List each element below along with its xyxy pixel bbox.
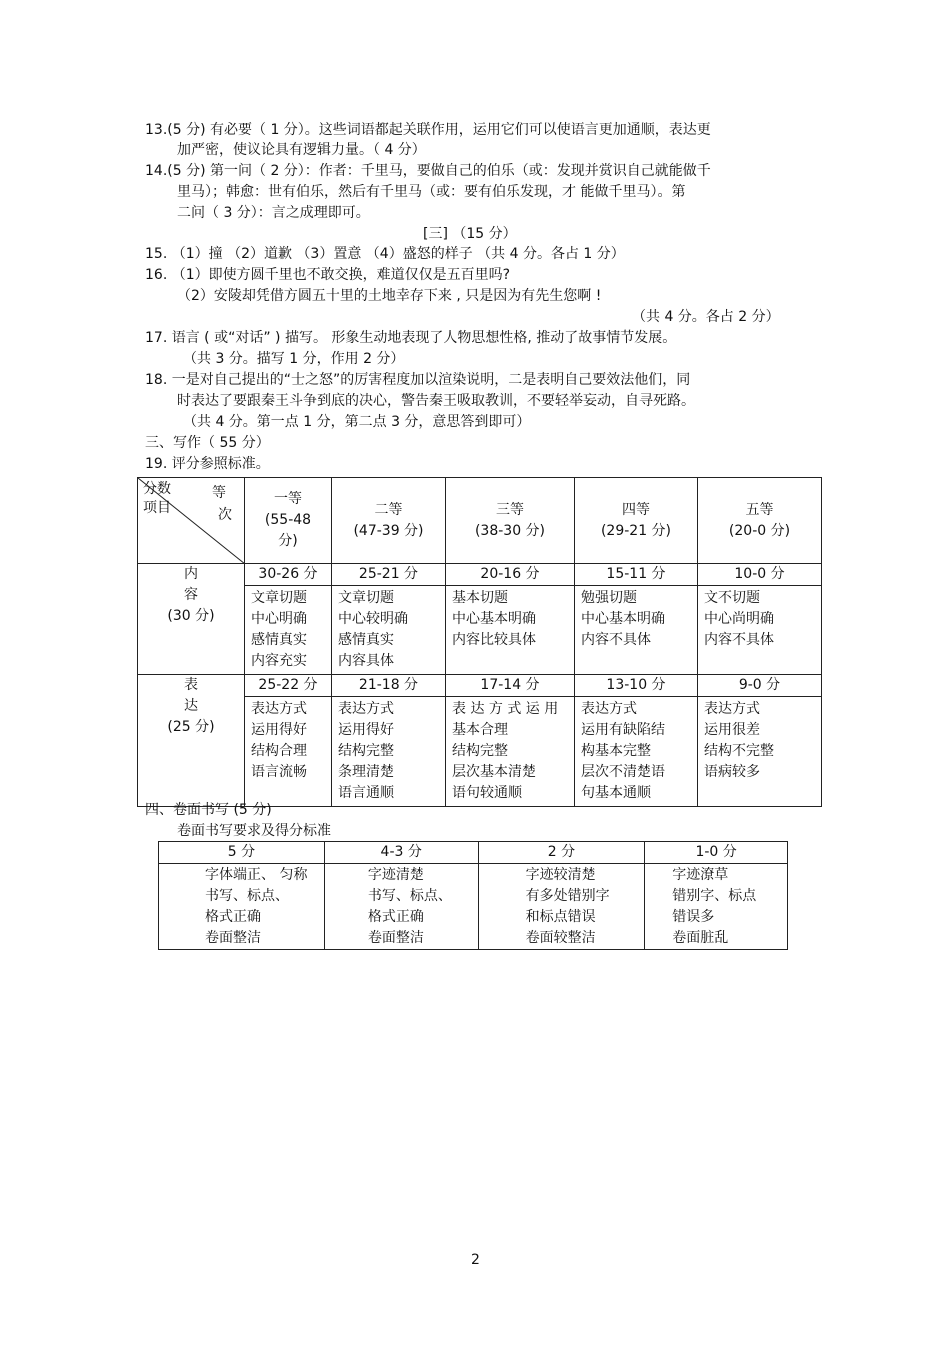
writing-title: 三、写作（ 55 分） <box>145 435 270 451</box>
desc-line: 运用很差 <box>704 722 760 738</box>
grade-1-header <box>245 478 332 564</box>
desc-line: 卷面较整洁 <box>525 930 596 946</box>
grade-name: 二等 <box>374 501 403 518</box>
page-number: 2 <box>471 1252 480 1268</box>
desc-line: 卷面整洁 <box>367 930 424 946</box>
content-label-cell <box>138 564 245 675</box>
desc-line: 结构不完整 <box>704 743 774 759</box>
desc-line: 表达方式 <box>704 701 760 717</box>
grading-table <box>137 477 822 807</box>
content-desc-cell <box>245 586 332 675</box>
content-score: 25-21 分 <box>332 564 446 586</box>
grade-range: (38-30 分) <box>474 522 546 539</box>
q18-line1: 18. 一是对自己提出的“士之怒”的厉害程度加以渲染说明，二是表明自己要效法他们，同 <box>145 372 691 388</box>
content-label-1: 内 <box>184 566 198 582</box>
handwriting-header: 4-3 分 <box>324 842 478 864</box>
handwriting-header: 2 分 <box>478 842 645 864</box>
content-desc-cell <box>446 586 575 675</box>
grade-header-row <box>138 478 822 564</box>
desc-line: 结构完整 <box>338 743 394 759</box>
handwriting-desc-cell <box>324 864 478 950</box>
desc-line: 中心基本明确 <box>581 611 665 627</box>
desc-line: 结构合理 <box>251 743 307 759</box>
grade-range-unit: 分) <box>278 533 298 549</box>
desc-line: 基本合理 <box>452 722 508 738</box>
q16-line1: 16. （1）即使方圆千里也不敢交换，难道仅仅是五百里吗? <box>145 267 511 283</box>
desc-line: 和标点错误 <box>525 909 596 925</box>
expression-label-3: (25 分) <box>167 719 215 735</box>
grade-name: 一等 <box>274 491 302 507</box>
desc-line: 文章切题 <box>338 590 394 606</box>
q13-line1: 13.(5 分) 有必要（ 1 分）。这些词语都起关联作用，运用它们可以使语言更加通顺，表达更 <box>145 122 711 138</box>
grade-range: (55-48 <box>264 512 312 528</box>
expression-desc-cell <box>245 697 332 807</box>
q14-line1: 14.(5 分) 第一问（ 2 分）：作者：千里马，要做自己的伯乐（或：发现并赏识自己就能做千 <box>145 163 711 179</box>
desc-line: 句基本通顺 <box>581 785 651 801</box>
desc-line: 内容充实 <box>251 653 307 669</box>
desc-line: 条理清楚 <box>338 764 394 780</box>
expression-label-1: 表 <box>184 677 198 693</box>
expression-label-cell <box>138 675 245 807</box>
handwriting-header-row <box>159 842 788 864</box>
desc-line: 勉强切题 <box>581 590 637 606</box>
desc-line: 运用得好 <box>338 722 394 738</box>
expression-desc-cell <box>332 697 446 807</box>
desc-line: 中心较明确 <box>338 611 408 627</box>
desc-line: 表 达 方 式 运 用 <box>452 701 559 717</box>
desc-line: 语病较多 <box>704 764 760 780</box>
handwriting-desc-row <box>159 864 788 950</box>
handwriting-desc-cell <box>478 864 645 950</box>
content-desc-cell <box>575 586 698 675</box>
q14-line3: 二问（ 3 分）：言之成理即可。 <box>177 205 370 221</box>
desc-line: 基本切题 <box>452 590 508 606</box>
q14-line2: 里马）；韩愈：世有伯乐，然后有千里马（或：要有伯乐发现，才 能做千里马）。第 <box>177 184 686 200</box>
expression-score: 9-0 分 <box>698 675 822 697</box>
content-label-2: 容 <box>184 587 198 603</box>
handwriting-header: 5 分 <box>159 842 325 864</box>
expression-desc-cell <box>575 697 698 807</box>
content-score: 20-16 分 <box>446 564 575 586</box>
desc-line: 表达方式 <box>581 701 637 717</box>
desc-line: 卷面整洁 <box>205 930 261 946</box>
content-score: 10-0 分 <box>698 564 822 586</box>
q17-line1: 17. 语言 ( 或“对话” ) 描写。 形象生动地表现了人物思想性格, 推动了故事情节发展。 <box>145 330 677 346</box>
desc-line: 内容具体 <box>338 653 394 669</box>
expression-label-2: 达 <box>184 698 198 714</box>
desc-line: 感情真实 <box>251 632 307 648</box>
content-score: 30-26 分 <box>245 564 332 586</box>
content-desc-cell <box>698 586 822 675</box>
desc-line: 感情真实 <box>338 632 394 648</box>
q13-line2: 加严密，使议论具有逻辑力量。（ 4 分） <box>177 142 426 158</box>
desc-line: 中心基本明确 <box>452 611 536 627</box>
desc-line: 书写、标点、 <box>205 888 289 904</box>
corner-cell <box>138 478 245 564</box>
handwriting-desc-cell <box>645 864 788 950</box>
desc-line: 构基本完整 <box>581 743 651 759</box>
q18-line2: 时表达了要跟秦王斗争到底的决心，警告秦王吸取教训，不要轻举妄动，自寻死路。 <box>177 393 695 409</box>
grade-range: (47-39 分) <box>353 522 424 539</box>
handwriting-title: 四、卷面书写 (5 分) <box>145 802 272 818</box>
desc-line: 字迹潦草 <box>672 867 729 883</box>
expression-score-row <box>138 675 822 697</box>
desc-line: 内容比较具体 <box>452 632 536 648</box>
q16-line3: （共 4 分。各占 2 分） <box>632 309 780 325</box>
desc-line: 内容不具体 <box>581 632 651 648</box>
expression-score: 25-22 分 <box>245 675 332 697</box>
desc-line: 错别字、标点 <box>672 888 757 904</box>
desc-line: 表达方式 <box>338 701 394 717</box>
desc-line: 错误多 <box>672 909 715 925</box>
q15: 15. （1）撞 （2）道歉 （3）置意 （4）盛怒的样子 （共 4 分。各占 1 分） <box>145 246 625 262</box>
corner-left-label: 项目 <box>143 500 171 516</box>
content-score-row <box>138 564 822 586</box>
desc-line: 文不切题 <box>704 590 760 606</box>
desc-line: 内容不具体 <box>704 632 774 648</box>
q18-line3: （共 4 分。第一点 1 分，第二点 3 分，意思答到即可） <box>183 414 531 430</box>
grade-name: 四等 <box>622 501 650 518</box>
desc-line: 卷面脏乱 <box>672 930 729 946</box>
grade-4-header <box>575 478 698 564</box>
content-label-3: (30 分) <box>167 608 215 624</box>
grade-name: 三等 <box>496 501 524 518</box>
desc-line: 运用得好 <box>251 722 307 738</box>
grade-range: (20-0 分) <box>728 522 791 539</box>
content-desc-cell <box>332 586 446 675</box>
q17-line2: （共 3 分。描写 1 分，作用 2 分） <box>183 351 405 367</box>
desc-line: 语言流畅 <box>251 764 307 780</box>
grade-range: (29-21 分) <box>600 522 672 539</box>
handwriting-header: 1-0 分 <box>645 842 788 864</box>
section3-title: [三] （15 分） <box>423 226 517 242</box>
handwriting-table <box>158 841 788 950</box>
q19-intro: 19. 评分参照标准。 <box>145 456 270 472</box>
content-score: 15-11 分 <box>575 564 698 586</box>
grade-3-header <box>446 478 575 564</box>
expression-score: 17-14 分 <box>446 675 575 697</box>
desc-line: 文章切题 <box>251 590 307 606</box>
handwriting-desc-cell <box>159 864 325 950</box>
desc-line: 字迹清楚 <box>367 867 424 883</box>
desc-line: 层次不清楚语 <box>581 764 665 780</box>
expression-desc-cell <box>446 697 575 807</box>
desc-line: 有多处错别字 <box>525 888 610 904</box>
desc-line: 运用有缺陷结 <box>581 722 665 738</box>
expression-score: 13-10 分 <box>575 675 698 697</box>
desc-line: 格式正确 <box>367 909 424 925</box>
desc-line: 中心明确 <box>251 611 307 627</box>
desc-line: 语言通顺 <box>338 785 394 801</box>
desc-line: 结构完整 <box>452 743 508 759</box>
desc-line: 语句较通顺 <box>452 785 522 801</box>
desc-line: 表达方式 <box>251 701 307 717</box>
handwriting-subtitle: 卷面书写要求及得分标准 <box>177 823 331 839</box>
desc-line: 字迹较清楚 <box>525 867 596 883</box>
q16-line2: （2）安陵却凭借方圆五十里的土地幸存下来 , 只是因为有先生您啊 ! <box>177 288 602 304</box>
desc-line: 格式正确 <box>205 909 261 925</box>
corner-right-label-1: 等 <box>212 485 226 501</box>
desc-line: 书写、标点、 <box>367 888 452 904</box>
desc-line: 层次基本清楚 <box>452 764 536 780</box>
grade-name: 五等 <box>745 501 774 518</box>
grade-5-header <box>698 478 822 564</box>
grade-2-header <box>332 478 446 564</box>
desc-line: 中心尚明确 <box>704 611 774 627</box>
expression-score: 21-18 分 <box>332 675 446 697</box>
corner-right-label-2: 次 <box>218 507 232 523</box>
corner-top-label: 分数 <box>143 481 171 497</box>
expression-desc-cell <box>698 697 822 807</box>
desc-line: 字体端正、 匀称 <box>205 867 308 883</box>
